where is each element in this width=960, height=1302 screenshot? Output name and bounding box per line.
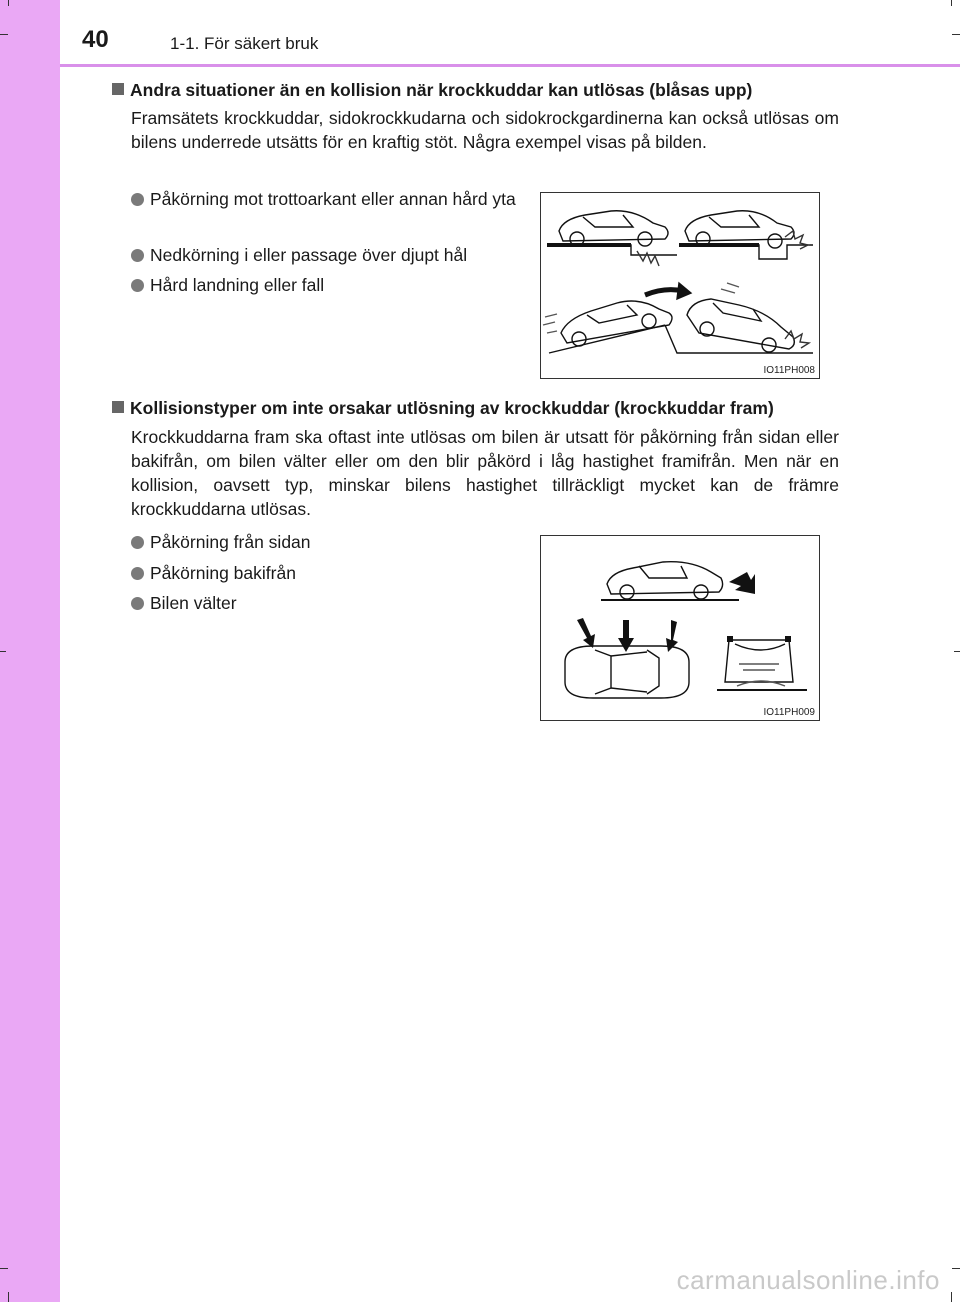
chapter-title: 1-1. För säkert bruk [170, 34, 319, 53]
bullet-item [131, 187, 521, 211]
crop-mark [951, 0, 952, 6]
bullet-dot-icon [131, 279, 144, 292]
section-heading [112, 398, 774, 419]
collision-types-illustration [541, 536, 819, 720]
bullet-dot-icon [131, 193, 144, 206]
bullet-item [131, 530, 311, 554]
bullet-text: Påkörning mot trottoarkant eller annan hård yta [150, 189, 516, 209]
bullet-dot-icon [131, 536, 144, 549]
bullet-dot-icon [131, 249, 144, 262]
undercarriage-impact-illustration [541, 193, 819, 378]
section-heading-text: Andra situationer än en kollision när krockkuddar kan utlösas (blåsas upp) [130, 80, 753, 100]
header-rule [60, 64, 960, 67]
crop-mark [954, 651, 960, 652]
bullet-item [131, 273, 324, 297]
crop-mark [0, 651, 6, 652]
figure-undercarriage-impacts [540, 192, 820, 379]
crop-mark [952, 1268, 960, 1269]
page-number: 40 [82, 26, 109, 53]
bullet-text: Påkörning från sidan [150, 532, 311, 552]
section-heading-text: Kollisionstyper om inte orsakar utlösning av krockkuddar (krockkuddar fram) [130, 398, 774, 418]
bullet-item [131, 243, 467, 267]
square-bullet-icon [112, 401, 124, 413]
bullet-item [131, 561, 296, 585]
bullet-text: Nedkörning i eller passage över djupt hål [150, 245, 468, 265]
crop-mark [0, 1268, 8, 1269]
side-color-band [0, 0, 60, 1302]
bullet-text: Hård landning eller fall [150, 275, 325, 295]
figure-id: IO11PH008 [763, 365, 815, 376]
bullet-dot-icon [131, 567, 144, 580]
square-bullet-icon [112, 83, 124, 95]
section-heading [112, 80, 752, 101]
bullet-item [131, 591, 237, 615]
bullet-dot-icon [131, 597, 144, 610]
crop-mark [8, 0, 9, 6]
crop-mark [8, 1292, 9, 1302]
figure-id: IO11PH009 [763, 707, 815, 718]
watermark: carmanualsonline.info [676, 1265, 940, 1295]
bullet-text: Påkörning bakifrån [150, 563, 296, 583]
crop-mark [951, 1292, 952, 1302]
body-paragraph: Framsätets krockkuddar, sidokrockkudarna och sidokrockgardinerna kan också utlösas om bilens underrede utsätts för en kraftig stöt. Några exempel visas på bilden. [131, 108, 839, 152]
figure-non-deploy-collisions [540, 535, 820, 721]
body-paragraph: Krockkuddarna fram ska oftast inte utlösas om bilen är utsatt för påkörning från sidan eller bakifrån, om bilen välter eller om den blir påkörd i låg hastighet framifrån. Men när en kollision, oavsett typ, minskar bilens hastighet tillräckligt mycket kan de främre krockkuddarna utlösas. [131, 427, 839, 519]
bullet-text: Bilen välter [150, 593, 237, 613]
crop-mark [0, 34, 8, 35]
crop-mark [952, 34, 960, 35]
